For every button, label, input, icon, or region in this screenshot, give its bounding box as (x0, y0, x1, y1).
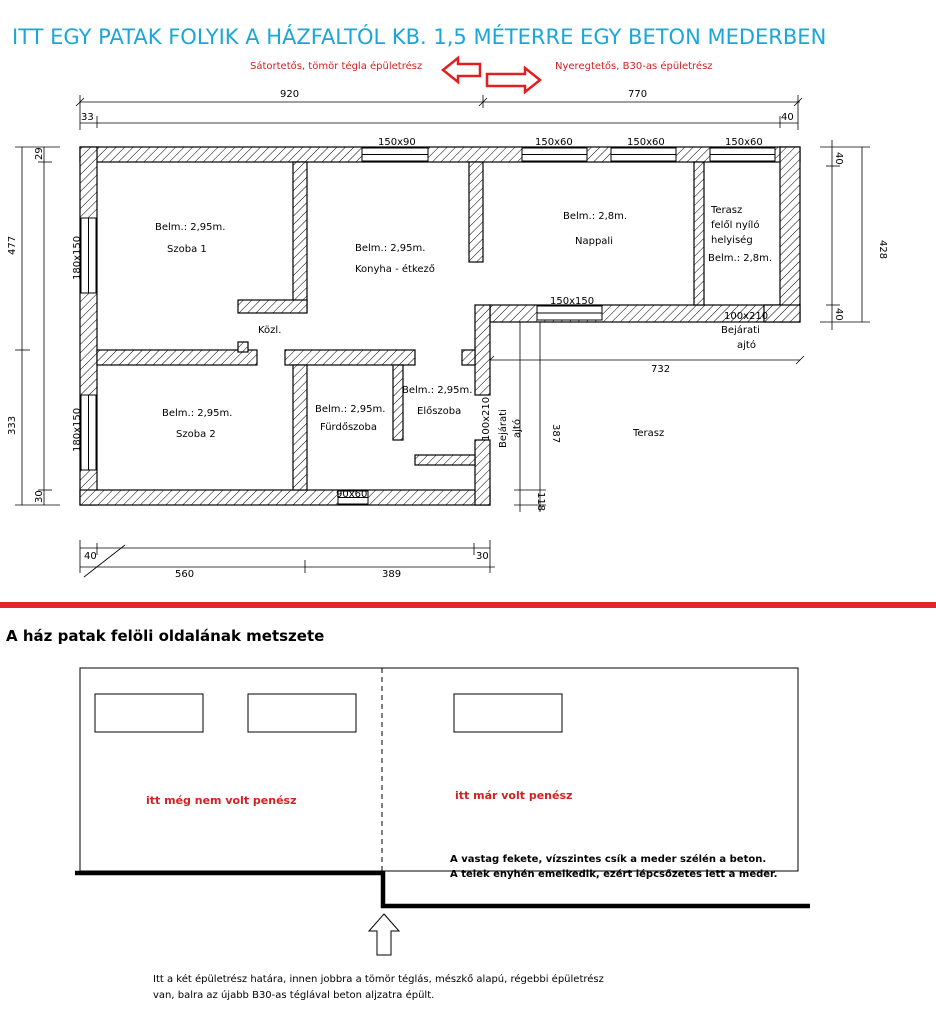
right-dimensions (820, 140, 870, 330)
dim-389: 389 (382, 569, 402, 580)
arrow-right-icon (487, 68, 540, 92)
section-left-note: itt még nem volt penész (146, 794, 297, 807)
room-szoba1-name: Szoba 1 (167, 244, 207, 255)
room-szoba2-name: Szoba 2 (176, 429, 216, 440)
dim-40-right-a: 40 (833, 152, 844, 165)
dim-770: 770 (628, 89, 648, 100)
room-terasz-line3: helyiség (711, 235, 753, 246)
dim-30-bottom: 30 (476, 551, 489, 562)
dim-477: 477 (7, 235, 18, 255)
dim-387: 387 (550, 424, 561, 444)
window-label-1: 150x90 (378, 137, 416, 148)
dim-40-top: 40 (781, 112, 794, 123)
dim-732: 732 (651, 364, 671, 375)
dim-333: 333 (7, 415, 18, 435)
section-note-line2: A telek enyhén emelkedik, ezért lépcsőzetes lett a meder. (450, 869, 778, 880)
caption-line2: van, balra az újabb B30-as téglával beton aljzatra épült. (153, 990, 435, 1001)
left-part-label: Sátortetős, tömör tégla épületrész (250, 61, 423, 72)
door-label-1: 100x210 (724, 311, 769, 322)
arrow-left-icon (443, 58, 480, 82)
window-label-4: 150x60 (725, 137, 763, 148)
room-konyha-height: Belm.: 2,95m. (355, 243, 426, 254)
room-terasz-height: Belm.: 2,8m. (708, 253, 773, 264)
side-window-label-2: 180x150 (72, 407, 83, 452)
window-label-6: 90x60 (336, 489, 368, 500)
room-eloszoba-height: Belm.: 2,95m. (402, 385, 473, 396)
section-right-note: itt már volt penész (455, 789, 573, 802)
terasz-label: Terasz (633, 428, 665, 439)
red-divider (0, 602, 936, 608)
dim-560: 560 (175, 569, 195, 580)
dim-33: 33 (81, 112, 94, 123)
section-note-line1: A vastag fekete, vízszintes csík a meder szélén a beton. (450, 854, 767, 865)
mid-dimensions (486, 322, 804, 512)
room-konyha-name: Konyha - étkező (355, 264, 435, 275)
room-terasz-line1: Terasz (711, 205, 743, 216)
room-eloszoba-name: Előszoba (417, 406, 462, 417)
window-label-2: 150x60 (535, 137, 573, 148)
header-title: ITT EGY PATAK FOLYIK A HÁZFALTÓL KB. 1,5 MÉTERRE EGY BETON MEDERBEN (12, 25, 827, 49)
room-nappali-height: Belm.: 2,8m. (563, 211, 628, 222)
bejarati-ajto-2-a: Bejárati (498, 409, 509, 448)
right-part-label: Nyeregtetős, B30-as épületrész (555, 61, 713, 72)
side-window-label-1: 180x150 (72, 235, 83, 280)
room-furdo-height: Belm.: 2,95m. (315, 404, 386, 415)
window-openings (81, 148, 775, 504)
dim-40-right-b: 40 (833, 308, 844, 321)
top-dimensions (76, 95, 802, 130)
window-label-5: 150x150 (550, 296, 595, 307)
dim-428: 428 (877, 240, 888, 260)
bejarati-ajto-1-b: ajtó (737, 340, 756, 351)
room-furdo-name: Fürdőszoba (320, 422, 377, 433)
dim-920: 920 (280, 89, 300, 100)
door-label-2: 100x210 (481, 396, 492, 441)
left-dimensions (15, 147, 60, 505)
floor-plan-walls (80, 147, 800, 505)
bottom-dimensions (80, 540, 495, 577)
bejarati-ajto-2-b: ajtó (512, 419, 523, 438)
arrow-up-icon (369, 914, 399, 955)
window-label-3: 150x60 (627, 137, 665, 148)
room-terasz-line2: felől nyíló (711, 220, 760, 231)
room-szoba2-height: Belm.: 2,95m. (162, 408, 233, 419)
section-title: A ház patak felöli oldalának metszete (6, 627, 325, 645)
caption-line1: Itt a két épületrész határa, innen jobbra a tömör téglás, mészkő alapú, régebbi épületrész (153, 974, 604, 985)
room-nappali-name: Nappali (575, 236, 613, 247)
bejarati-ajto-1-a: Bejárati (721, 325, 760, 336)
dim-40-bottom: 40 (84, 551, 97, 562)
room-szoba1-height: Belm.: 2,95m. (155, 222, 226, 233)
dim-118: 118 (535, 492, 546, 512)
room-kozl: Közl. (258, 325, 282, 336)
dim-30-left: 30 (34, 490, 45, 503)
dim-29: 29 (34, 147, 45, 160)
